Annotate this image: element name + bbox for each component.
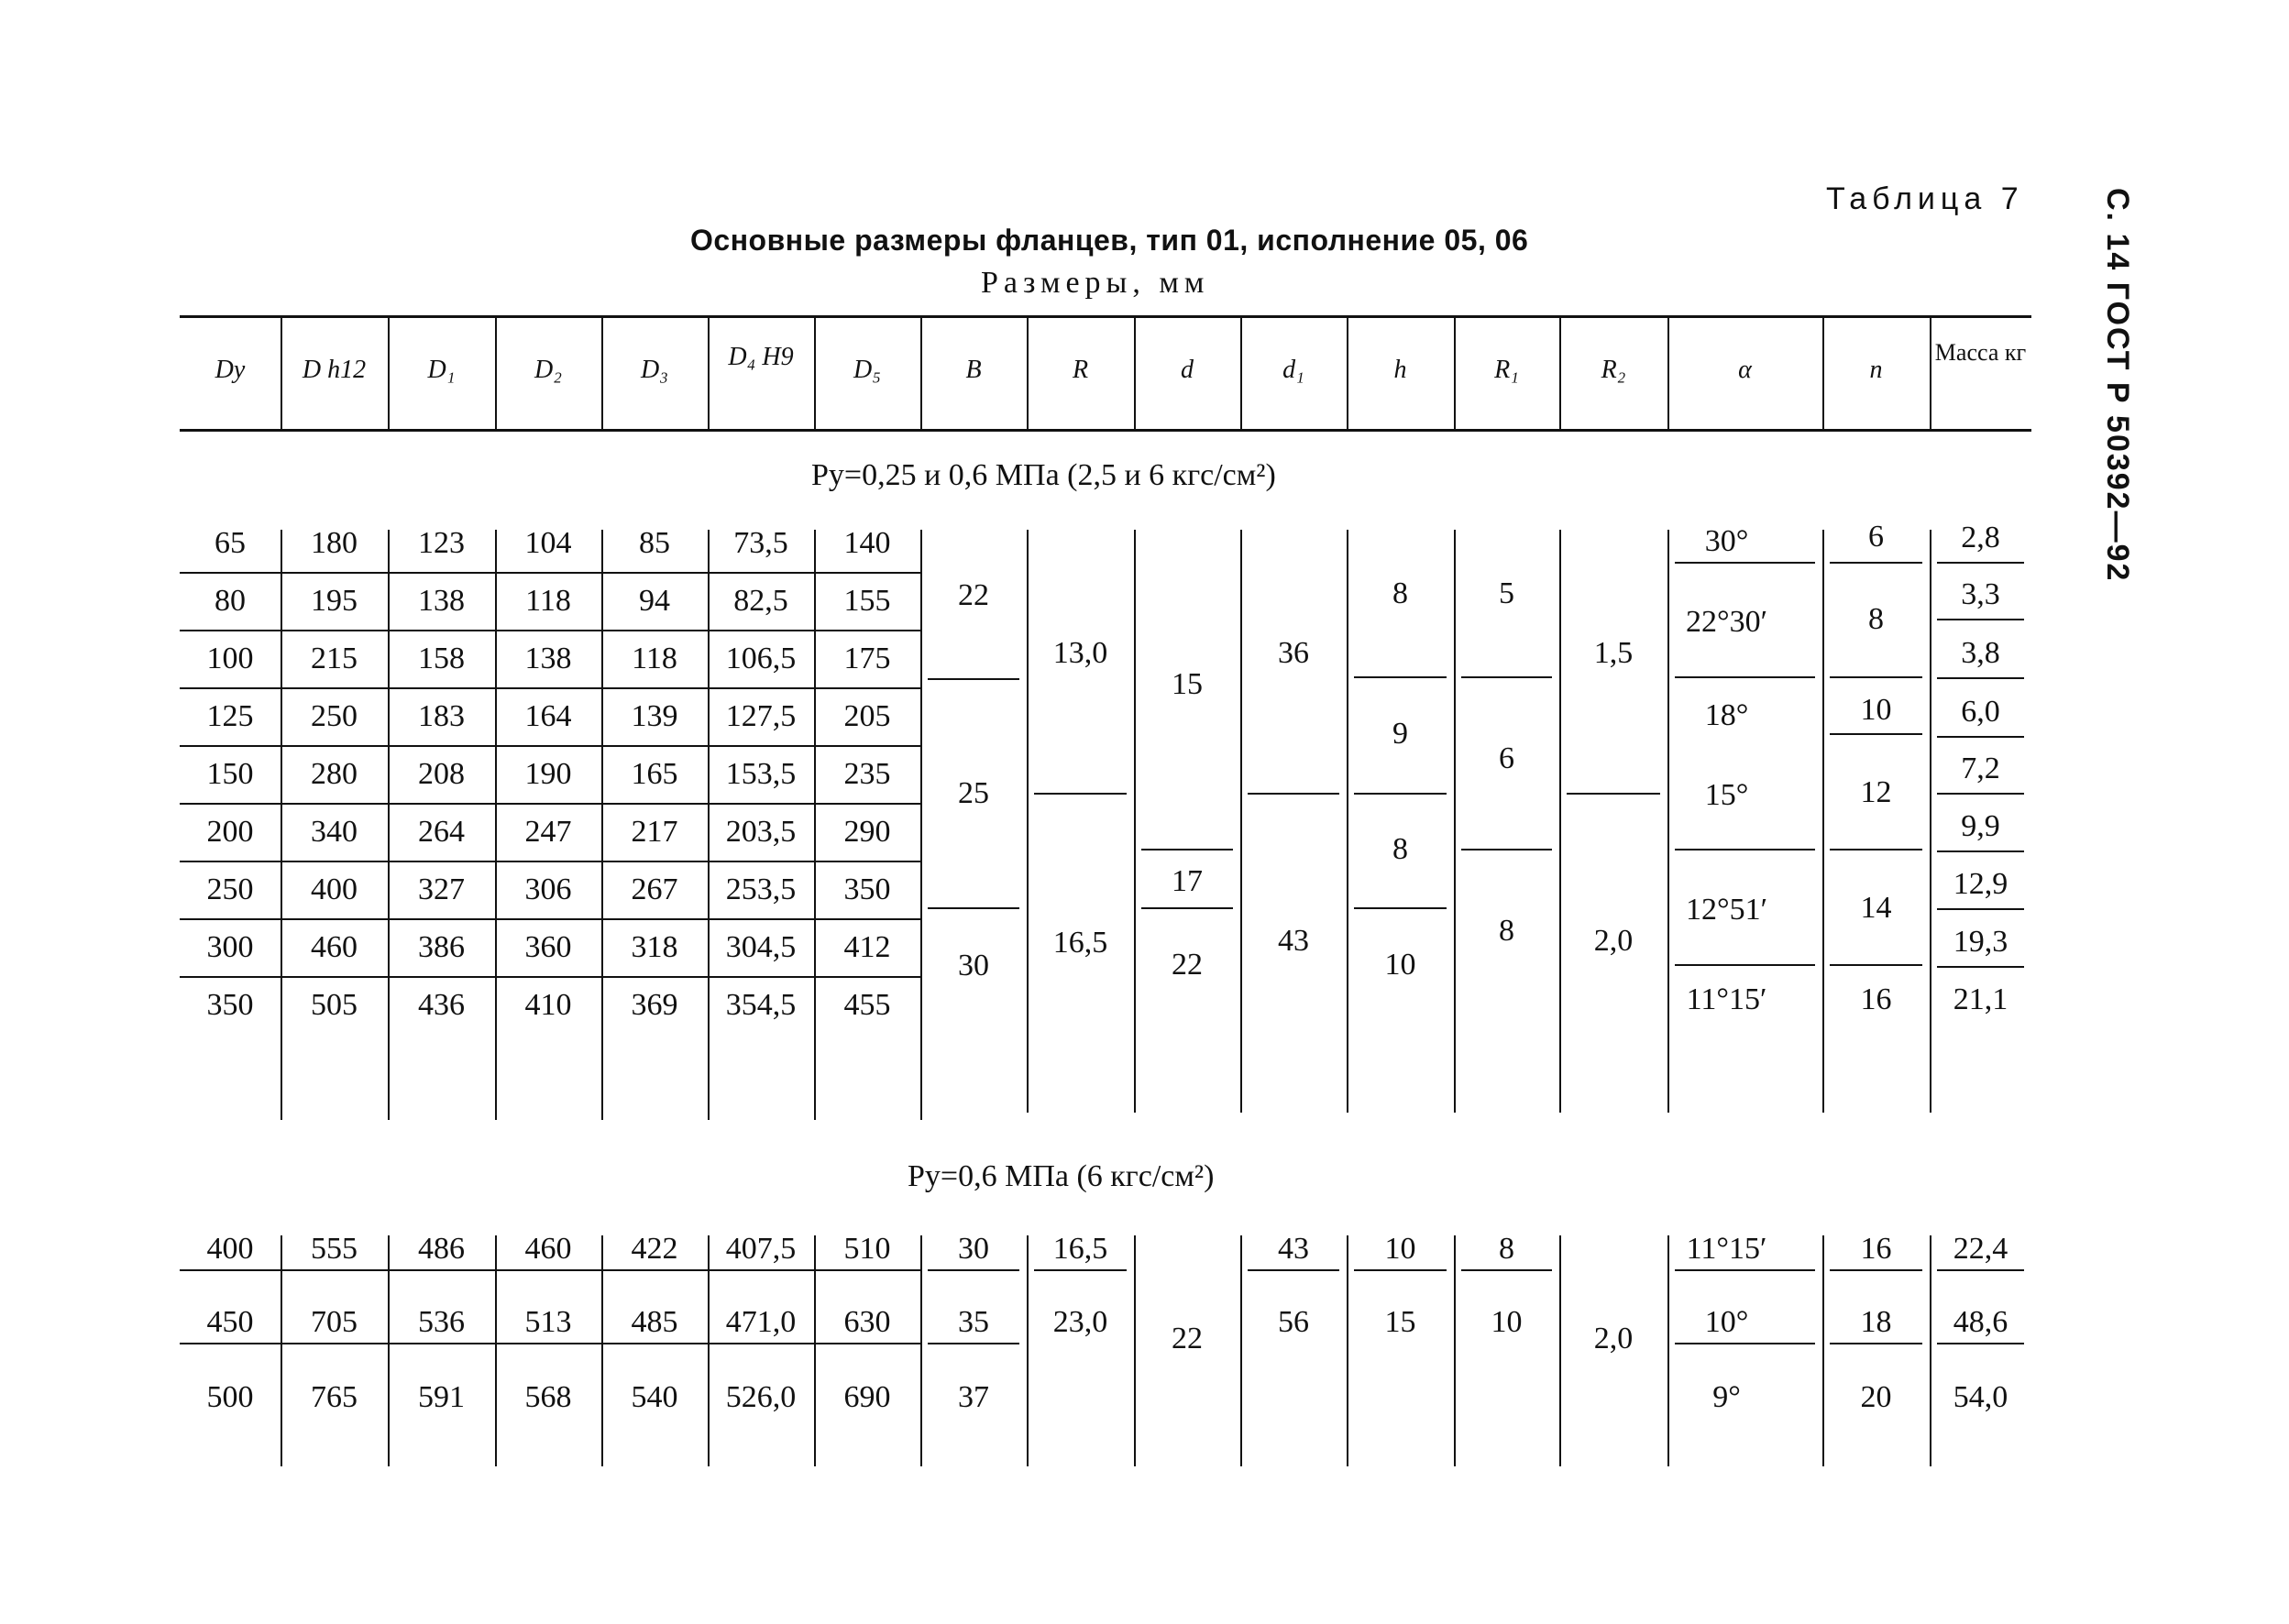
cell-mass: 3,3 (1961, 577, 2000, 611)
cell-n: 14 (1860, 891, 1892, 925)
table-cell: 250 (311, 699, 358, 733)
row-rule (1675, 676, 1815, 678)
column-header: Dу (215, 356, 246, 384)
header-column-rule (495, 315, 497, 429)
row-rule (928, 1269, 1019, 1271)
row-rule (1937, 1343, 2024, 1344)
row-rule (180, 745, 920, 747)
header-column-rule (1240, 315, 1242, 429)
cell-d: 22 (1172, 948, 1203, 982)
table-cell: 400 (206, 1232, 254, 1266)
table-cell: 250 (206, 872, 254, 906)
table-cell: 407,5 (725, 1232, 797, 1266)
table-cell: 20 (1860, 1380, 1892, 1414)
cell-mass: 21,1 (1953, 982, 2008, 1016)
table-cell: 37 (958, 1380, 989, 1414)
table-cell: 165 (631, 757, 678, 791)
column-header: D h12 (302, 356, 367, 384)
table-cell: 290 (843, 815, 891, 849)
column-header: Масса кг (1934, 339, 2027, 366)
cell-h: 9 (1392, 717, 1408, 751)
table-cell: 306 (524, 872, 572, 906)
cell-alpha: 30° (1704, 524, 1749, 558)
table-cell: 436 (418, 988, 465, 1022)
header-column-rule (1667, 315, 1669, 429)
row-rule (1461, 849, 1552, 850)
table-cell: 164 (524, 699, 572, 733)
column-rule (1240, 530, 1242, 1113)
cell-d1: 36 (1278, 636, 1309, 670)
table-cell: 16,5 (1052, 1232, 1108, 1266)
table-cell: 422 (631, 1232, 678, 1266)
table-cell: 195 (311, 584, 358, 618)
row-rule (1354, 907, 1447, 909)
column-rule (1454, 1235, 1456, 1466)
table-cell: 327 (418, 872, 465, 906)
table-cell: 9° (1712, 1380, 1741, 1414)
header-column-rule (281, 315, 282, 429)
cell-mass: 7,2 (1961, 752, 2000, 785)
table-cell: 510 (843, 1232, 891, 1266)
table-cell: 10° (1704, 1305, 1749, 1339)
table-cell: 536 (418, 1305, 465, 1339)
cell-d: 17 (1172, 864, 1203, 898)
table-cell: 215 (311, 642, 358, 675)
units-label: Размеры, мм (981, 266, 1210, 300)
cell-n: 6 (1868, 520, 1884, 554)
table-cell: 485 (631, 1305, 678, 1339)
table-cell: 35 (958, 1305, 989, 1339)
table-cell: 205 (843, 699, 891, 733)
header-column-rule (1027, 315, 1029, 429)
table-cell: 155 (843, 584, 891, 618)
cell-mass: 12,9 (1953, 867, 2008, 901)
table-cell: 350 (206, 988, 254, 1022)
table-cell: 505 (311, 988, 358, 1022)
header-column-rule (708, 315, 710, 429)
table-cell: 591 (418, 1380, 465, 1414)
table-cell: 123 (418, 526, 465, 560)
table-cell: 280 (311, 757, 358, 791)
column-header: d (1181, 356, 1194, 384)
section1-label: Pу=0,25 и 0,6 МПа (2,5 и 6 кгс/см²) (811, 458, 1276, 492)
table-cell: 138 (524, 642, 572, 675)
cell-R: 13,0 (1052, 636, 1108, 670)
column-header: D₅ (853, 356, 881, 384)
table-cell: 555 (311, 1232, 358, 1266)
column-rule (1454, 530, 1456, 1113)
column-rule (1822, 1235, 1824, 1466)
table-cell: 104 (524, 526, 572, 560)
header-column-rule (1134, 315, 1136, 429)
table-label: Таблица 7 (1826, 181, 2024, 216)
table-cell: 22,4 (1953, 1232, 2008, 1266)
cell-mass: 2,8 (1961, 521, 2000, 554)
cell-n: 8 (1868, 602, 1884, 636)
row-rule (1830, 562, 1922, 564)
row-rule (180, 976, 920, 978)
table-cell: 410 (524, 988, 572, 1022)
column-rule (1134, 530, 1136, 1113)
column-rule (920, 1235, 922, 1466)
table-cell: 400 (311, 872, 358, 906)
row-rule (1675, 562, 1815, 564)
column-header: R (1072, 356, 1089, 384)
row-rule (1675, 1269, 1815, 1271)
row-rule (1937, 736, 2024, 738)
table-cell: 540 (631, 1380, 678, 1414)
page-title: Основные размеры фланцев, тип 01, исполнение 05, 06 (690, 224, 1529, 257)
column-header: D₂ (534, 356, 562, 384)
header-top-rule (180, 315, 2031, 318)
table-cell: 180 (311, 526, 358, 560)
cell-alpha: 22°30′ (1685, 605, 1768, 639)
header-column-rule (1930, 315, 1931, 429)
header-bottom-rule (180, 429, 2031, 432)
row-rule (928, 678, 1019, 680)
table-cell: 354,5 (725, 988, 797, 1022)
column-header: D₄ H9 (728, 343, 794, 371)
row-rule (180, 861, 920, 862)
cell-alpha: 18° (1704, 698, 1749, 732)
table-cell: 705 (311, 1305, 358, 1339)
table-cell: 80 (215, 584, 246, 618)
header-column-rule (814, 315, 816, 429)
row-rule (180, 1269, 920, 1271)
table-cell: 118 (525, 584, 571, 618)
row-rule (1567, 793, 1660, 795)
table-cell: 235 (843, 757, 891, 791)
column-rule (1559, 530, 1561, 1113)
table-cell: 125 (206, 699, 254, 733)
header-column-rule (388, 315, 390, 429)
header-column-rule (920, 315, 922, 429)
table-cell: 304,5 (725, 930, 797, 964)
row-rule (180, 1343, 920, 1344)
column-header: R₂ (1601, 356, 1626, 384)
header-column-rule (601, 315, 603, 429)
table-cell: 460 (311, 930, 358, 964)
table-cell: 690 (843, 1380, 891, 1414)
table-cell: 73,5 (733, 526, 788, 560)
table-cell: 118 (632, 642, 677, 675)
table-cell: 369 (631, 988, 678, 1022)
table-cell: 16 (1860, 1232, 1892, 1266)
header-column-rule (1822, 315, 1824, 429)
table-cell: 11°15′ (1686, 1232, 1767, 1266)
column-header: R₁ (1494, 356, 1519, 384)
cell-mass: 19,3 (1953, 925, 2008, 959)
table-cell: 630 (843, 1305, 891, 1339)
column-rule (1347, 530, 1348, 1113)
table-cell: 18 (1860, 1305, 1892, 1339)
cell-R2: 2,0 (1593, 1322, 1634, 1355)
header-column-rule (1454, 315, 1456, 429)
table-cell: 43 (1278, 1232, 1309, 1266)
cell-R: 16,5 (1052, 926, 1108, 960)
row-rule (1675, 964, 1815, 966)
cell-d: 22 (1172, 1322, 1203, 1355)
column-rule (1347, 1235, 1348, 1466)
cell-alpha: 15° (1704, 778, 1749, 812)
row-rule (1354, 793, 1447, 795)
table-cell: 264 (418, 815, 465, 849)
table-cell: 360 (524, 930, 572, 964)
cell-R1: 5 (1499, 576, 1514, 610)
table-cell: 127,5 (725, 699, 797, 733)
row-rule (1830, 1343, 1922, 1344)
table-cell: 139 (631, 699, 678, 733)
table-cell: 94 (639, 584, 670, 618)
row-rule (1937, 966, 2024, 968)
cell-R1: 6 (1499, 741, 1514, 775)
section2-label: Pу=0,6 МПа (6 кгс/см²) (908, 1159, 1215, 1193)
table-cell: 153,5 (725, 757, 797, 791)
table-cell: 150 (206, 757, 254, 791)
table-cell: 208 (418, 757, 465, 791)
table-cell: 10 (1491, 1305, 1523, 1339)
row-rule (1675, 849, 1815, 850)
row-rule (1937, 793, 2024, 795)
column-header: D₃ (641, 356, 668, 384)
row-rule (1830, 733, 1922, 735)
table-cell: 138 (418, 584, 465, 618)
row-rule (180, 687, 920, 689)
row-rule (1034, 793, 1127, 795)
table-cell: 56 (1278, 1305, 1309, 1339)
table-cell: 455 (843, 988, 891, 1022)
row-rule (1830, 964, 1922, 966)
table-cell: 85 (639, 526, 670, 560)
table-cell: 568 (524, 1380, 572, 1414)
row-rule (1354, 1269, 1447, 1271)
cell-alpha: 12°51′ (1685, 893, 1768, 927)
row-rule (1248, 1269, 1339, 1271)
table-cell: 267 (631, 872, 678, 906)
cell-R2: 1,5 (1593, 636, 1634, 670)
column-header: h (1393, 356, 1407, 384)
table-cell: 217 (631, 815, 678, 849)
row-rule (1461, 1269, 1552, 1271)
cell-h: 10 (1384, 948, 1416, 982)
row-rule (1937, 1269, 2024, 1271)
cell-alpha: 11°15′ (1686, 982, 1767, 1016)
cell-B: 30 (958, 949, 989, 982)
cell-d1: 43 (1278, 924, 1309, 958)
table-cell: 471,0 (725, 1305, 797, 1339)
row-rule (180, 803, 920, 805)
row-rule (1830, 849, 1922, 850)
cell-n: 10 (1860, 693, 1892, 727)
table-cell: 460 (524, 1232, 572, 1266)
table-cell: 30 (958, 1232, 989, 1266)
table-cell: 203,5 (725, 815, 797, 849)
cell-R1: 8 (1499, 914, 1514, 948)
table-cell: 65 (215, 526, 246, 560)
row-rule (1937, 677, 2024, 679)
table-cell: 500 (206, 1380, 254, 1414)
row-rule (1937, 908, 2024, 910)
row-rule (1937, 619, 2024, 620)
table-cell: 526,0 (725, 1380, 797, 1414)
table-cell: 247 (524, 815, 572, 849)
row-rule (1034, 1269, 1127, 1271)
table-cell: 140 (843, 526, 891, 560)
table-cell: 300 (206, 930, 254, 964)
column-header: D₁ (427, 356, 456, 384)
column-header: d₁ (1282, 356, 1304, 384)
side-header: С. 14 ГОСТ Р 50392—92 (2100, 188, 2135, 583)
cell-B: 22 (958, 578, 989, 612)
column-header: B (965, 356, 982, 384)
cell-n: 12 (1860, 775, 1892, 809)
table-cell: 340 (311, 815, 358, 849)
table-cell: 106,5 (725, 642, 797, 675)
table-cell: 15 (1384, 1305, 1416, 1339)
table-cell: 318 (631, 930, 678, 964)
row-rule (1830, 676, 1922, 678)
table-cell: 253,5 (725, 872, 797, 906)
table-cell: 10 (1384, 1232, 1416, 1266)
table-cell: 386 (418, 930, 465, 964)
table-cell: 158 (418, 642, 465, 675)
cell-mass: 9,9 (1961, 809, 2000, 843)
column-header: α (1738, 356, 1752, 384)
cell-h: 8 (1392, 576, 1408, 610)
cell-mass: 6,0 (1961, 695, 2000, 729)
table-cell: 183 (418, 699, 465, 733)
table-cell: 82,5 (733, 584, 788, 618)
column-rule (1027, 530, 1029, 1113)
row-rule (1141, 849, 1233, 850)
column-rule (1930, 1235, 1931, 1466)
row-rule (1675, 1343, 1815, 1344)
column-rule (1027, 1235, 1029, 1466)
table-cell: 175 (843, 642, 891, 675)
column-header: n (1869, 356, 1883, 384)
table-cell: 100 (206, 642, 254, 675)
table-cell: 350 (843, 872, 891, 906)
cell-R2: 2,0 (1593, 924, 1634, 958)
cell-mass: 3,8 (1961, 636, 2000, 670)
table-cell: 48,6 (1953, 1305, 2008, 1339)
row-rule (180, 572, 920, 574)
row-rule (1830, 1269, 1922, 1271)
header-column-rule (1559, 315, 1561, 429)
header-column-rule (1347, 315, 1348, 429)
row-rule (1937, 562, 2024, 564)
table-cell: 54,0 (1953, 1380, 2008, 1414)
table-cell: 200 (206, 815, 254, 849)
row-rule (928, 1343, 1019, 1344)
table-cell: 486 (418, 1232, 465, 1266)
row-rule (1461, 676, 1552, 678)
row-rule (180, 918, 920, 920)
cell-h: 8 (1392, 832, 1408, 866)
table-cell: 513 (524, 1305, 572, 1339)
cell-B: 25 (958, 776, 989, 810)
table-cell: 23,0 (1052, 1305, 1108, 1339)
table-cell: 765 (311, 1380, 358, 1414)
row-rule (1248, 793, 1339, 795)
row-rule (180, 630, 920, 631)
table-cell: 450 (206, 1305, 254, 1339)
cell-n: 16 (1860, 982, 1892, 1016)
row-rule (1937, 850, 2024, 852)
cell-d: 15 (1172, 667, 1203, 701)
table-cell: 8 (1499, 1232, 1514, 1266)
row-rule (1141, 907, 1233, 909)
table-cell: 412 (843, 930, 891, 964)
table-cell: 190 (524, 757, 572, 791)
row-rule (1354, 676, 1447, 678)
row-rule (928, 907, 1019, 909)
